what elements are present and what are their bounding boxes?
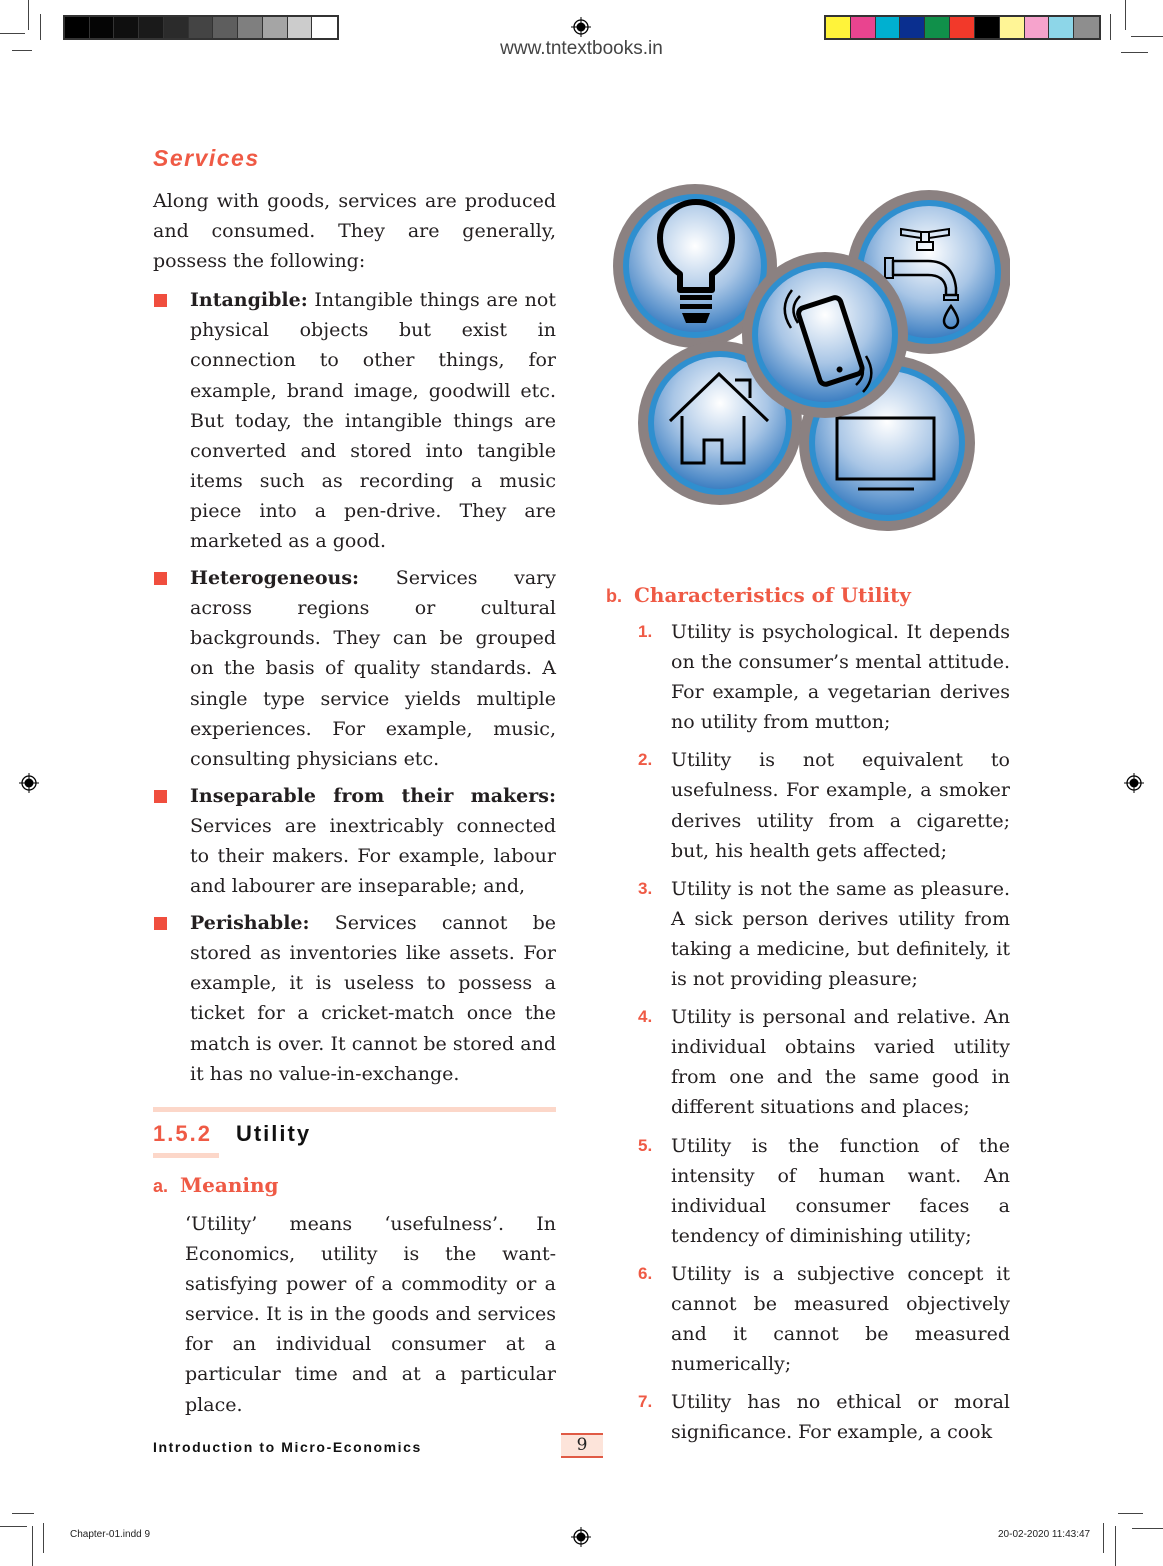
list-item bbox=[606, 1259, 1010, 1379]
definition: Services are inextricably connected to their makers. For example, labour and labourer are inseparable; and, bbox=[190, 814, 556, 898]
definition: Services cannot be stored as inventories like assets. For example, it is useless to possess a ticket for a cricket-match once the match is over. It cannot be stored and it has no value-in-exchange. bbox=[190, 912, 556, 1085]
subsection-title: Meaning bbox=[180, 1173, 279, 1197]
item-number: 3. bbox=[638, 878, 653, 898]
list-item bbox=[606, 745, 1010, 865]
gray-swatch bbox=[312, 17, 337, 38]
item-text: Utility is not equivalent to usefulness. For example, a smoker derives utility from a cigarette; but, his health gets affected; bbox=[671, 749, 1010, 862]
gray-swatch bbox=[263, 17, 288, 38]
item-text: Utility is personal and relative. An individual obtains varied utility from one and the same good in different situations and places; bbox=[671, 1006, 1010, 1119]
services-list bbox=[153, 285, 556, 1088]
meaning-paragraph: ‘Utility’ means ‘usefulness’. In Economics, utility is the want-satisfying power of a commodity or a service. It is in the goods and services for an individual consumer at a particular time and at a particular place. bbox=[185, 1213, 556, 1416]
color-swatch bbox=[1000, 17, 1025, 38]
gray-swatch bbox=[213, 17, 238, 38]
print-timestamp: 20-02-2020 11:43:47 bbox=[998, 1529, 1091, 1540]
item-number: 6. bbox=[638, 1263, 653, 1283]
color-swatch bbox=[876, 17, 901, 38]
list-item bbox=[606, 1387, 1010, 1447]
crop-mark bbox=[1115, 1526, 1116, 1566]
characteristics-list bbox=[606, 617, 1010, 1447]
crop-mark bbox=[1110, 14, 1111, 40]
list-item bbox=[153, 908, 556, 1089]
website-url: www.tntextbooks.in bbox=[500, 38, 663, 59]
characteristics-heading bbox=[606, 583, 1010, 607]
mobile-phone-icon bbox=[742, 252, 908, 418]
crop-mark bbox=[12, 1513, 34, 1514]
item-text: Utility is a subjective concept it cannot be measured objectively and it cannot be measured numerically; bbox=[671, 1262, 1010, 1376]
crop-mark bbox=[32, 1526, 33, 1566]
item-text: Utility is the function of the intensity of human want. An individual consumer faces a tendency of diminishing utility; bbox=[671, 1134, 1010, 1247]
gray-swatch bbox=[288, 17, 313, 38]
list-item bbox=[606, 1131, 1010, 1251]
gray-swatch bbox=[238, 17, 263, 38]
section-underline bbox=[153, 1153, 219, 1158]
term: Inseparable from their makers: bbox=[190, 784, 556, 807]
item-number: 2. bbox=[638, 750, 653, 770]
item-text: Utility is psychological. It depends on the consumer’s mental attitude. For example, a vegetarian derives no utility from mutton; bbox=[671, 621, 1010, 734]
item-text: Utility is not the same as pleasure. A sick person derives utility from taking a medicine, but definitely, it is not providing pleasure; bbox=[671, 877, 1010, 991]
gray-swatch bbox=[189, 17, 214, 38]
registration-mark-icon bbox=[571, 1527, 591, 1547]
gray-swatch bbox=[139, 17, 164, 38]
services-intro: Along with goods, services are produced and consumed. They are generally, possess the following: bbox=[153, 190, 556, 273]
registration-mark-icon bbox=[1124, 773, 1144, 793]
term: Intangible: bbox=[190, 289, 308, 312]
services-illustration bbox=[608, 178, 1010, 534]
gray-swatch bbox=[90, 17, 115, 38]
book-title: Introduction to Micro-Economics bbox=[153, 1439, 422, 1455]
color-swatch bbox=[950, 17, 975, 38]
gray-swatch bbox=[65, 17, 90, 38]
color-swatch bbox=[975, 17, 1000, 38]
crop-mark bbox=[1132, 1528, 1163, 1529]
crop-mark bbox=[1118, 1513, 1143, 1514]
color-swatch bbox=[1074, 17, 1099, 38]
definition: Intangible things are not physical objects but exist in connection to other things, for example, brand image, goodwill etc. But today, the intangible things are converted and stored into tangible items such as recording a music piece into a pen-drive. They are marketed as a good. bbox=[190, 289, 556, 553]
color-swatch bbox=[826, 17, 851, 38]
crop-mark bbox=[40, 14, 41, 40]
item-number: 1. bbox=[638, 622, 653, 641]
item-text: Utility has no ethical or moral significance. For example, a cook bbox=[671, 1391, 1010, 1444]
section-name: Utility bbox=[235, 1121, 312, 1146]
item-number: 5. bbox=[638, 1135, 653, 1155]
registration-mark-icon bbox=[19, 773, 39, 793]
page-number: 9 bbox=[561, 1433, 603, 1458]
color-calibration-bar bbox=[824, 15, 1101, 40]
file-slug: Chapter-01.indd 9 bbox=[70, 1529, 151, 1540]
color-swatch bbox=[851, 17, 876, 38]
definition: Services vary across regions or cultural backgrounds. They can be grouped on the basis of quality standards. A single type service yields multiple experiences. For example, music, consulting physicians etc. bbox=[190, 567, 556, 770]
section-top-rule bbox=[153, 1107, 556, 1112]
color-swatch bbox=[925, 17, 950, 38]
color-swatch bbox=[1049, 17, 1074, 38]
right-column bbox=[606, 583, 1010, 1455]
list-item bbox=[606, 617, 1010, 737]
item-number: 7. bbox=[638, 1392, 653, 1412]
color-swatch bbox=[1025, 17, 1050, 38]
term: Heterogeneous: bbox=[190, 567, 360, 590]
crop-mark bbox=[28, 0, 29, 30]
color-swatch bbox=[900, 17, 925, 38]
gray-swatch bbox=[114, 17, 139, 38]
crop-mark bbox=[43, 1523, 44, 1553]
crop-mark bbox=[1125, 0, 1126, 30]
list-item bbox=[606, 874, 1010, 994]
list-item bbox=[606, 1002, 1010, 1122]
left-column bbox=[153, 145, 556, 1096]
item-number: 4. bbox=[638, 1007, 653, 1027]
crop-mark bbox=[1103, 1523, 1104, 1553]
list-item bbox=[153, 563, 556, 774]
square-bullet-icon bbox=[154, 917, 167, 930]
square-bullet-icon bbox=[154, 572, 167, 585]
crop-mark bbox=[1131, 36, 1163, 37]
section-title bbox=[153, 1121, 311, 1147]
meaning-heading bbox=[153, 1173, 279, 1197]
gray-swatch bbox=[164, 17, 189, 38]
grayscale-calibration-bar bbox=[63, 15, 339, 40]
crop-mark bbox=[0, 33, 25, 34]
list-item bbox=[153, 285, 556, 556]
square-bullet-icon bbox=[154, 294, 167, 307]
square-bullet-icon bbox=[154, 790, 167, 803]
crop-mark bbox=[0, 1526, 27, 1527]
subsection-letter: b. bbox=[606, 586, 622, 606]
section-number: 1.5.2 bbox=[153, 1121, 212, 1146]
term: Perishable: bbox=[190, 912, 310, 935]
services-heading: Services bbox=[153, 145, 260, 171]
list-item bbox=[153, 781, 556, 901]
subsection-title: Characteristics of Utility bbox=[634, 583, 911, 607]
registration-mark-icon bbox=[571, 17, 591, 37]
subsection-letter: a. bbox=[153, 1176, 169, 1196]
